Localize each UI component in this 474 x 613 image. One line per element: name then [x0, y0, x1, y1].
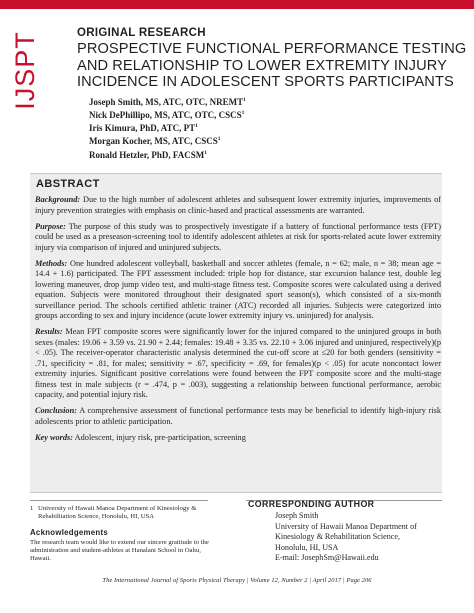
corresponding-author-email[interactable]: E-mail: JosephSm@Hawaii.edu [275, 553, 379, 563]
author: Ronald Hetzler, PhD, FACSM$^1$ [89, 149, 207, 160]
title-line: INCIDENCE IN ADOLESCENT SPORTS PARTICIPANTS [77, 74, 454, 91]
journal-logo [0, 22, 60, 118]
abstract-purpose: Purpose: The purpose of this study was to prospectively investigate if a battery of functional performance tests (FPT) could be used as a preseason-screening tool to identify adolescent athletes at risk for sports-related acute lower extremity injury via comparison of injured and uninjured subjects. [35, 221, 441, 252]
author-list [89, 95, 469, 161]
acknowledgements-text: The research team would like to extend our sincere gratitude to the administration and student-athletes at Hanalani School in Oahu, Hawaii. [30, 539, 209, 562]
corresponding-author-heading: CORRESPONDING AUTHOR [248, 499, 375, 509]
abstract-keywords: Key words: Adolescent, injury risk, pre-participation, screening [35, 432, 246, 442]
author: Nick DePhillipo, MS, ATC, OTC, CSCS$^1$ [89, 109, 245, 120]
author-affiliation: 1 University of Hawaii Manoa Department of Kinesiology & Rehabilitation Science, Honolulu, HI, USA [30, 505, 197, 520]
author: Morgan Kocher, MS, ATC, CSCS$^1$ [89, 136, 221, 147]
title-line: PROSPECTIVE FUNCTIONAL PERFORMANCE TESTING [77, 41, 467, 57]
corresponding-author-name: Joseph Smith [275, 511, 319, 520]
article-header [77, 27, 469, 161]
abstract-heading: ABSTRACT [36, 178, 100, 190]
divider [30, 500, 208, 501]
abstract-conclusion: Conclusion: A comprehensive assessment of functional performance tests may be beneficial to identify high-injury risk adolescents prior to athletic participation. [35, 406, 441, 426]
abstract-background: Background: Due to the high number of adolescent athletes and subsequent lower extremity injuries, improvements of injury prevention strategies with emphasis on clinic-based and practical assessments are warranted. [35, 195, 441, 215]
corresponding-author-address: Honolulu, HI, USA [275, 542, 339, 552]
author: Iris Kimura, PhD, ATC, $PT^1$ [89, 123, 198, 134]
author: Joseph Smith, MS, ATC, OTC, NREMT$^1$ [89, 96, 246, 107]
corresponding-author-address: Kinesiology & Rehabilitation Science, [275, 532, 400, 542]
page-footer: The International Journal of Sports Physical Therapy | Volume 12, Number 2 | April 2017 | Page 206 [102, 577, 372, 584]
abstract-results: Results: Mean FPT composite scores were significantly lower for the injured compared to the uninjured groups in both sexes (males: 19.06 + 3.59 vs. 21.90 + 2.44; females: 19.48 + 3.35 vs. 22.10 + 3.06 injured and uninjured, respectively)(p < .05). The receiver-operator characteristic analysis determined the cut-off score at ≤20 for both genders (sensitivity = .71, specificity = .81, for males; sensitivity = .67, specificity = .69, for females)(p < .05) for acute noncontact lower extremity injuries. Significant positive correlations were found between the FPT composite score and the multi-stage fitness test in male subjects (r = .474, p = .003), suggesting a relationship between functional performance, aerobic capacity, and potential injury risk. [35, 327, 442, 399]
journal-logo-text: IJSPT [9, 30, 40, 110]
journal-brand-bar [0, 0, 474, 9]
acknowledgements-heading: Acknowledgements [30, 528, 109, 537]
article-title [77, 41, 469, 91]
abstract-methods: Methods: One hundred adolescent volleyball, basketball and soccer athletes (female, n = 62; male, n = 38; mean age = 14.4 + 1.6) participated. The FPT assessment included: triple hop for distance, star excursion balance test, double leg lowering maneuver, drop jump video test, and multi-stage fitness test. Composite scores were calculated using a derived equation. Subjects were monitored throughout their designated sport season(s), which consisted of a six-month surveillance period. The schools certified athletic trainer (ATC) recorded all injuries. Subjects were categorized into groups according to sex and injury incidence (acute lower extremity injury vs. uninjured) for analysis. [35, 258, 442, 320]
abstract-body [35, 195, 441, 449]
corresponding-author-details [275, 511, 465, 564]
title-line: AND RELATIONSHIP TO LOWER EXTREMITY INJURY [77, 57, 447, 74]
corresponding-author-address: University of Hawaii Manoa Department of [275, 521, 417, 531]
section-label: ORIGINAL RESEARCH [77, 27, 206, 39]
